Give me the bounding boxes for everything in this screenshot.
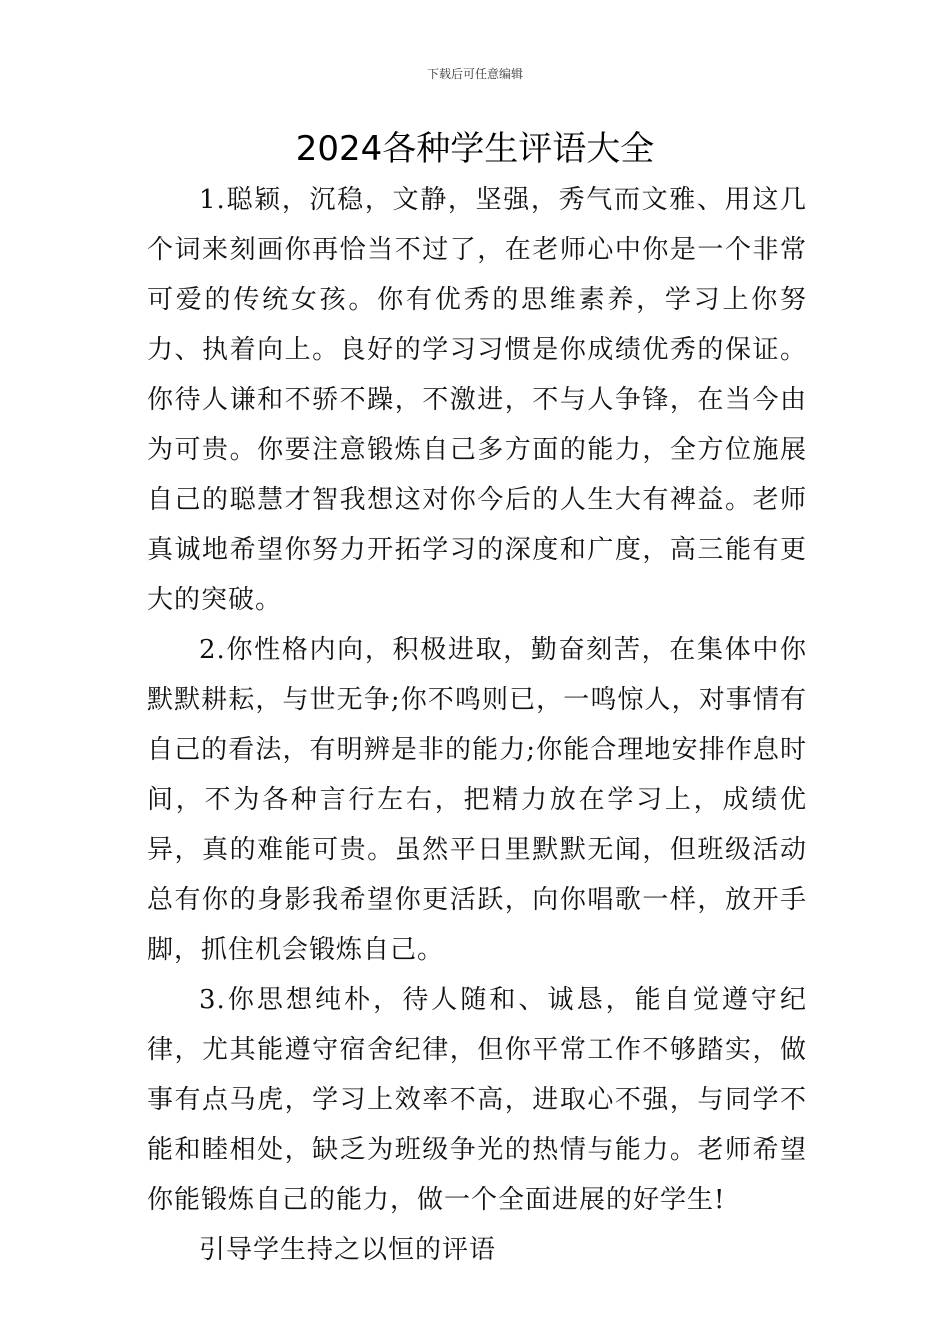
paragraph-3: 3.你思想纯朴，待人随和、诚恳，能自觉遵守纪律，尤其能遵守宿舍纪律，但你平常工作不够踏实，做事有点马虎，学习上效率不高，进取心不强，与同学不能和睦相处，缺乏为班级争光的热情与能力。老师希望你能锻炼自己的能力，做一个全面进展的好学生! (147, 985, 807, 1215)
document-body (147, 175, 807, 1275)
header-note: 下载后可任意编辑 (426, 67, 523, 81)
section-heading: 引导学生持之以恒的评语 (199, 1235, 497, 1265)
paragraph-1: 1.聪颖，沉稳，文静，坚强，秀气而文雅、用这几个词来刻画你再恰当不过了，在老师心中你是一个非常可爱的传统女孩。你有优秀的思维素养，学习上你努力、执着向上。良好的学习习惯是你成绩优秀的保证。你待人谦和不骄不躁，不激进，不与人争锋，在当今由为可贵。你要注意锻炼自己多方面的能力，全方位施展自己的聪慧才智我想这对你今后的人生大有裨益。老师真诚地希望你努力开拓学习的深度和广度，高三能有更大的突破。 (147, 185, 807, 615)
document-title: 2024各种学生评语大全 (295, 129, 655, 169)
paragraph-2: 2.你性格内向，积极进取，勤奋刻苦，在集体中你默默耕耘，与世无争;你不鸣则已，一鸣惊人，对事情有自己的看法，有明辨是非的能力;你能合理地安排作息时间，不为各种言行左右，把精力放在学习上，成绩优异，真的难能可贵。虽然平日里默默无闻，但班级活动总有你的身影我希望你更活跃，向你唱歌一样，放开手脚，抓住机会锻炼自己。 (147, 635, 807, 965)
